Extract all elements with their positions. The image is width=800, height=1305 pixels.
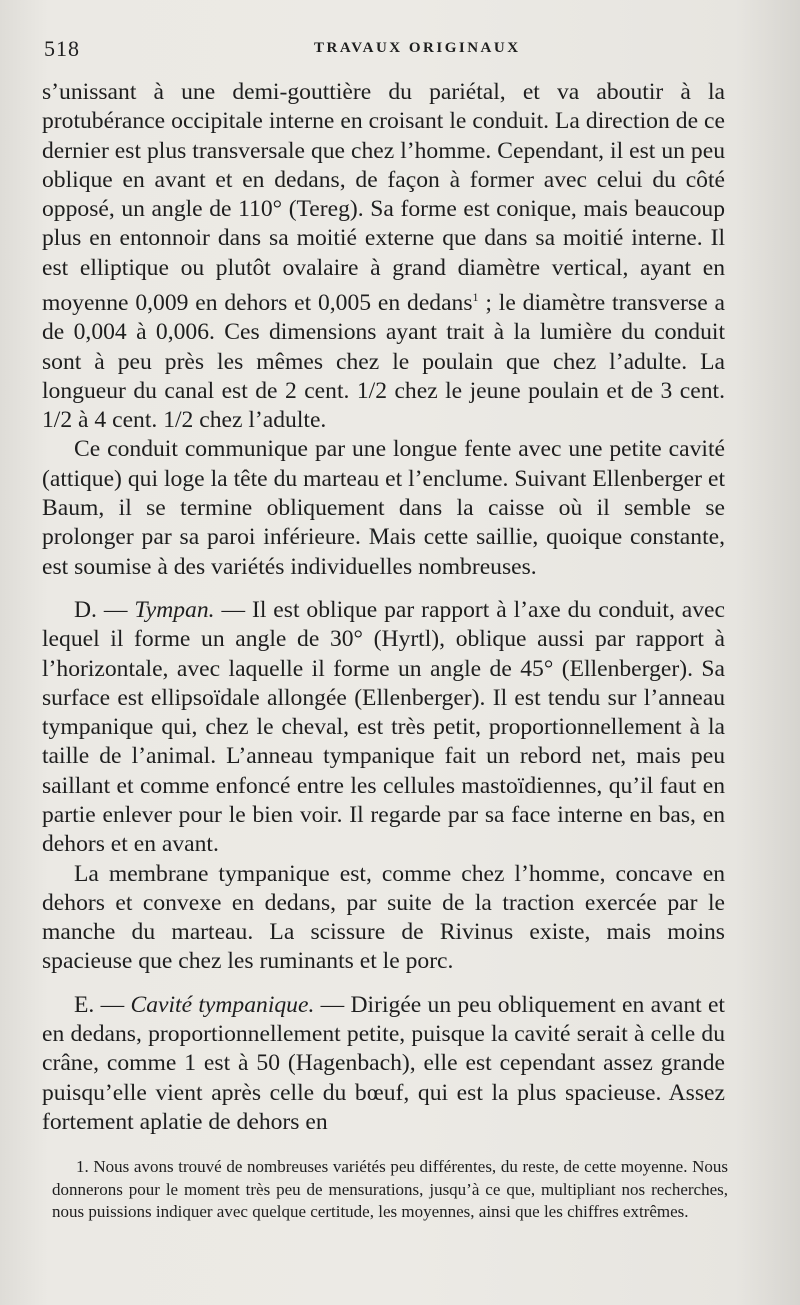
footnote-1: 1. Nous avons trouvé de nombreuses variétés peu différentes, du reste, de cette moyenne. Nous donnerons pour le moment très peu de mensurations, jusqu’à ce que, multipliant nos recherches, nous puissions indiquer avec quelque certitude, les moyennes, ainsi que les chiffres extrêmes. xyxy=(52,1157,728,1221)
paragraph-conduit-direction xyxy=(42,78,725,435)
section-d-text: — Il est oblique par rapport à l’axe du conduit, avec lequel il forme un angle de 30° (Hyrtl), oblique aussi par rapport à l’horizontale, avec laquelle il forme un angle de 45° (Ellenberger). Sa surface est ellipsoïdale allongée (Ellenberger). Il est tendu sur l’anneau tympanique qui, chez le cheval, est très petit, proportionnellement à la taille de l’animal. L’anneau tympanique fait un rebord net, mais peu saillant et comme enfoncé entre les cellules mastoïdiennes, qu’il faut en partie enlever pour le bien voir. Il regarde par sa face interne en bas, en dehors et en avant. xyxy=(42,596,725,858)
body-text xyxy=(42,78,725,1137)
paragraph-text-continued: ; le diamètre transverse a de 0,004 à 0,006. Ces dimensions ayant trait à la lumière du conduit sont à peu près les mêmes chez le poulain que chez l’adulte. La longueur du canal est de 2 cent. 1/2 chez le jeune poulain et de 3 cent. 1/2 à 4 cent. 1/2 chez l’adulte. xyxy=(42,289,725,434)
running-title: TRAVAUX ORIGINAUX xyxy=(314,40,521,56)
footnote-block xyxy=(52,1156,728,1224)
section-d-letter: D. — xyxy=(74,596,135,623)
page-header xyxy=(44,36,764,62)
section-e-title: Cavité tympanique. xyxy=(130,991,315,1018)
page-number: 518 xyxy=(44,36,80,61)
section-e-text: — Dirigée un peu obliquement en avant et en dedans, proportionnellement petite, puisque la cavité serait à celle du crâne, comme 1 est à 50 (Hagenbach), elle est cependant assez grande puisqu’elle vient après celle du bœuf, qui est la plus spacieuse. Assez fortement aplatie de dehors en xyxy=(42,991,725,1135)
paragraph-tympanic-membrane: La membrane tympanique est, comme chez l’homme, concave en dehors et convexe en dedans, par suite de la traction exercée par le manche du marteau. La scissure de Rivinus existe, mais moins spacieuse que chez les ruminants et le porc. xyxy=(42,860,725,975)
section-d-tympan xyxy=(42,596,725,860)
section-d-title: Tympan. xyxy=(134,596,215,623)
paragraph-conduit-communication: Ce conduit communique par une longue fente avec une petite cavité (attique) qui loge la tête du marteau et l’enclume. Suivant Ellenberger et Baum, il se termine obliquement dans la caisse où il semble se prolonger par sa paroi inférieure. Mais cette saillie, quoique constante, est soumise à des variétés individuelles nombreuses. xyxy=(42,436,725,580)
section-e-letter: E. — xyxy=(74,991,131,1018)
paragraph-text: s’unissant à une demi-gouttière du pariétal, et va aboutir à la protubérance occipitale interne en croisant le conduit. La direction de ce dernier est plus transversale que chez l’homme. Cependant, il est un peu oblique en avant et en dedans, de façon à former avec celui du côté opposé, un angle de 110° (Tereg). Sa forme est conique, mais beaucoup plus en entonnoir dans sa moitié externe que dans sa moitié interne. Il est elliptique ou plutôt ovalaire à grand diamètre vertical, ayant en moyenne 0,009 en dehors et 0,005 en dedans xyxy=(42,79,725,316)
section-e-cavity xyxy=(42,991,725,1137)
footnote-reference: 1 xyxy=(472,290,479,305)
